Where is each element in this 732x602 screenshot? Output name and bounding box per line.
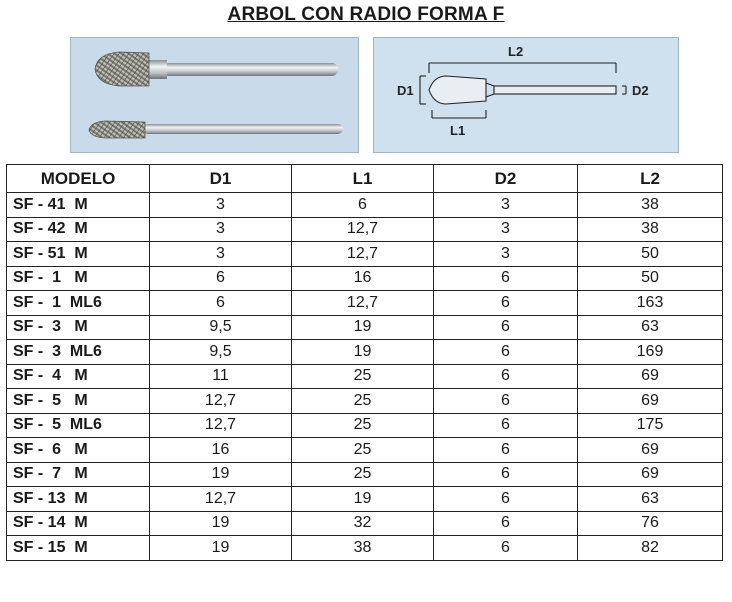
cell-d2: 6: [434, 340, 578, 365]
cell-l2: 163: [578, 291, 723, 316]
cell-d2: 3: [434, 242, 578, 267]
cell-l1: 25: [292, 364, 434, 389]
cell-l1: 12,7: [292, 242, 434, 267]
column-header-l1: L1: [292, 165, 434, 193]
cell-l2: 69: [578, 389, 723, 414]
cell-l1: 6: [292, 193, 434, 218]
table-row: [7, 364, 723, 389]
cell-modelo: SF - 1 ML6: [7, 291, 150, 316]
cell-l1: 25: [292, 462, 434, 487]
cell-d1: 12,7: [150, 487, 292, 512]
table-row: [7, 315, 723, 340]
cell-l1: 25: [292, 389, 434, 414]
cell-l1: 12,7: [292, 291, 434, 316]
cell-modelo: SF - 1 M: [7, 266, 150, 291]
cell-modelo: SF - 6 M: [7, 438, 150, 463]
d1-label: D1: [397, 83, 414, 98]
cell-d2: 6: [434, 487, 578, 512]
cell-d1: 19: [150, 462, 292, 487]
cell-modelo: SF - 3 M: [7, 315, 150, 340]
table-row: [7, 511, 723, 536]
cell-l2: 50: [578, 266, 723, 291]
cell-modelo: SF - 13 M: [7, 487, 150, 512]
cell-modelo: SF - 14 M: [7, 511, 150, 536]
column-header-d1: D1: [150, 165, 292, 193]
cell-d2: 6: [434, 315, 578, 340]
cell-d2: 6: [434, 389, 578, 414]
column-header-l2: L2: [578, 165, 723, 193]
table-header-row: [7, 165, 723, 193]
d2-label: D2: [632, 83, 649, 98]
cell-l1: 19: [292, 487, 434, 512]
cell-l1: 16: [292, 266, 434, 291]
cell-l2: 82: [578, 536, 723, 561]
cell-modelo: SF - 4 M: [7, 364, 150, 389]
cell-l1: 32: [292, 511, 434, 536]
cell-l1: 38: [292, 536, 434, 561]
cell-d2: 6: [434, 462, 578, 487]
column-header-modelo: MODELO: [7, 165, 150, 193]
cell-l1: 19: [292, 340, 434, 365]
cell-l1: 25: [292, 438, 434, 463]
cell-d1: 11: [150, 364, 292, 389]
cell-d1: 16: [150, 438, 292, 463]
cell-modelo: SF - 15 M: [7, 536, 150, 561]
specifications-table: [6, 164, 723, 561]
cell-d1: 3: [150, 193, 292, 218]
cell-l1: 12,7: [292, 217, 434, 242]
cell-modelo: SF - 3 ML6: [7, 340, 150, 365]
cell-d1: 6: [150, 266, 292, 291]
cell-d2: 6: [434, 511, 578, 536]
table-row: [7, 291, 723, 316]
table-row: [7, 462, 723, 487]
product-photo: [70, 37, 359, 153]
cell-d2: 6: [434, 364, 578, 389]
cell-d2: 3: [434, 193, 578, 218]
l2-label: L2: [508, 44, 524, 59]
cell-l2: 69: [578, 438, 723, 463]
table-row: [7, 438, 723, 463]
cell-modelo: SF - 41 M: [7, 193, 150, 218]
cell-d1: 3: [150, 217, 292, 242]
cell-modelo: SF - 42 M: [7, 217, 150, 242]
cell-l2: 76: [578, 511, 723, 536]
cell-l1: 25: [292, 413, 434, 438]
cell-d1: 9,5: [150, 340, 292, 365]
cell-d1: 12,7: [150, 389, 292, 414]
cell-d1: 9,5: [150, 315, 292, 340]
cell-d2: 6: [434, 536, 578, 561]
bur-large-image: [95, 52, 338, 86]
cell-l2: 63: [578, 487, 723, 512]
cell-d1: 12,7: [150, 413, 292, 438]
cell-l2: 50: [578, 242, 723, 267]
table-row: [7, 242, 723, 267]
cell-modelo: SF - 5 M: [7, 389, 150, 414]
l1-label: L1: [450, 123, 466, 138]
cell-l2: 63: [578, 315, 723, 340]
cell-l2: 175: [578, 413, 723, 438]
table-row: [7, 413, 723, 438]
cell-modelo: SF - 7 M: [7, 462, 150, 487]
cell-d2: 6: [434, 291, 578, 316]
cell-d1: 19: [150, 536, 292, 561]
page-title: ARBOL CON RADIO FORMA F: [227, 4, 505, 25]
cell-l2: 38: [578, 193, 723, 218]
table-row: [7, 536, 723, 561]
table-row: [7, 266, 723, 291]
table-row: [7, 217, 723, 242]
cell-d2: 6: [434, 413, 578, 438]
dimension-diagram: [373, 37, 679, 153]
table-row: [7, 193, 723, 218]
table-row: [7, 487, 723, 512]
cell-d1: 6: [150, 291, 292, 316]
cell-d1: 19: [150, 511, 292, 536]
cell-d2: 6: [434, 438, 578, 463]
table-row: [7, 340, 723, 365]
cell-d2: 3: [434, 217, 578, 242]
cell-d1: 3: [150, 242, 292, 267]
cell-l2: 69: [578, 462, 723, 487]
column-header-d2: D2: [434, 165, 578, 193]
cell-l2: 69: [578, 364, 723, 389]
cell-l1: 19: [292, 315, 434, 340]
bur-small-image: [89, 121, 343, 138]
table-row: [7, 389, 723, 414]
cell-d2: 6: [434, 266, 578, 291]
cell-l2: 169: [578, 340, 723, 365]
cell-modelo: SF - 5 ML6: [7, 413, 150, 438]
cell-modelo: SF - 51 M: [7, 242, 150, 267]
cell-l2: 38: [578, 217, 723, 242]
